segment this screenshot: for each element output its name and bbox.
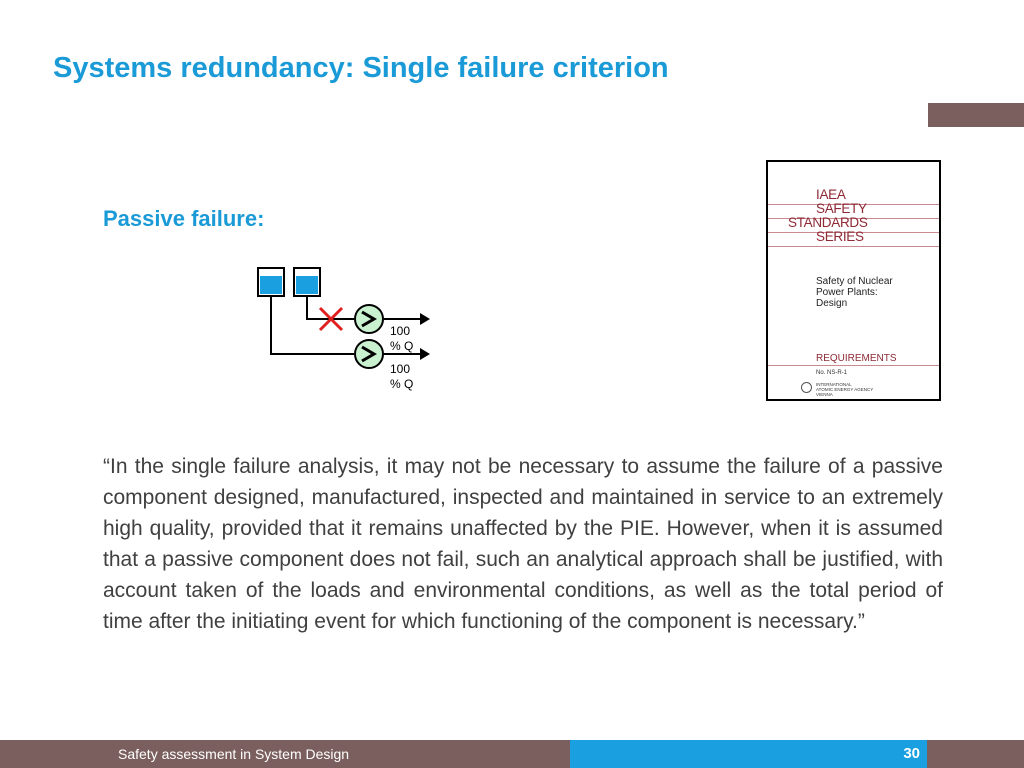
cover-series-line: STANDARDS xyxy=(788,215,868,230)
pump-1-icon xyxy=(355,305,383,333)
redundancy-diagram xyxy=(250,258,450,398)
flow-label-top-value: 100 xyxy=(390,324,411,338)
cover-rule xyxy=(768,246,939,247)
flow-label-top xyxy=(390,324,413,354)
cover-agency-line: ATOMIC ENERGY AGENCY xyxy=(816,387,874,392)
slide-title: Systems redundancy: Single failure criterion xyxy=(53,52,669,84)
iaea-book-cover xyxy=(766,160,941,401)
cover-agency-line: VIENNA xyxy=(816,392,833,397)
cover-subtitle-line: Safety of Nuclear xyxy=(816,276,893,287)
page-number: 30 xyxy=(903,745,920,762)
iaea-emblem-icon xyxy=(801,382,812,393)
cover-series-line: SAFETY xyxy=(816,201,867,216)
quote-text: “In the single failure analysis, it may not be necessary to assume the failure of a passive component designed, manufactured, inspected and maintained in service to an extremely high quality, provided that it remains unaffected by the PIE. However, when it is assumed that a passive component does not fail, such an analytical approach shall be justified, with account taken of the loads and environmental conditions, as well as the total period of time after the initiating event for which functioning of the component is necessary.” xyxy=(103,455,943,633)
cover-subtitle-line: Power Plants: xyxy=(816,287,878,298)
pump-2-icon xyxy=(355,340,383,368)
footer-left-band xyxy=(0,740,110,768)
flow-label-top-unit: % Q xyxy=(390,339,414,353)
flow-label-bottom-unit: % Q xyxy=(390,377,414,391)
cover-series-line: IAEA xyxy=(816,187,846,202)
footer xyxy=(0,740,1024,768)
cover-agency xyxy=(816,382,873,397)
flow-label-bottom-value: 100 xyxy=(390,362,411,376)
tank-1-icon xyxy=(258,268,284,296)
cover-rule xyxy=(768,365,939,366)
footer-right-band xyxy=(927,740,1024,768)
cover-subtitle xyxy=(816,276,893,309)
tank-2-icon xyxy=(294,268,320,296)
section-heading: Passive failure: xyxy=(103,206,265,231)
accent-bar xyxy=(928,103,1024,127)
footer-label: Safety assessment in System Design xyxy=(110,740,570,768)
cover-subtitle-line: Design xyxy=(816,298,848,309)
flow-label-bottom xyxy=(390,362,413,392)
cover-requirements: REQUIREMENTS xyxy=(816,353,897,364)
cover-series-line: SERIES xyxy=(816,229,864,244)
redundancy-diagram-svg xyxy=(250,258,450,398)
cover-series-title xyxy=(788,187,868,244)
cover-agency-line: INTERNATIONAL xyxy=(816,382,852,387)
cover-number: No. NS-R-1 xyxy=(816,370,848,376)
arrowheads xyxy=(420,313,430,360)
